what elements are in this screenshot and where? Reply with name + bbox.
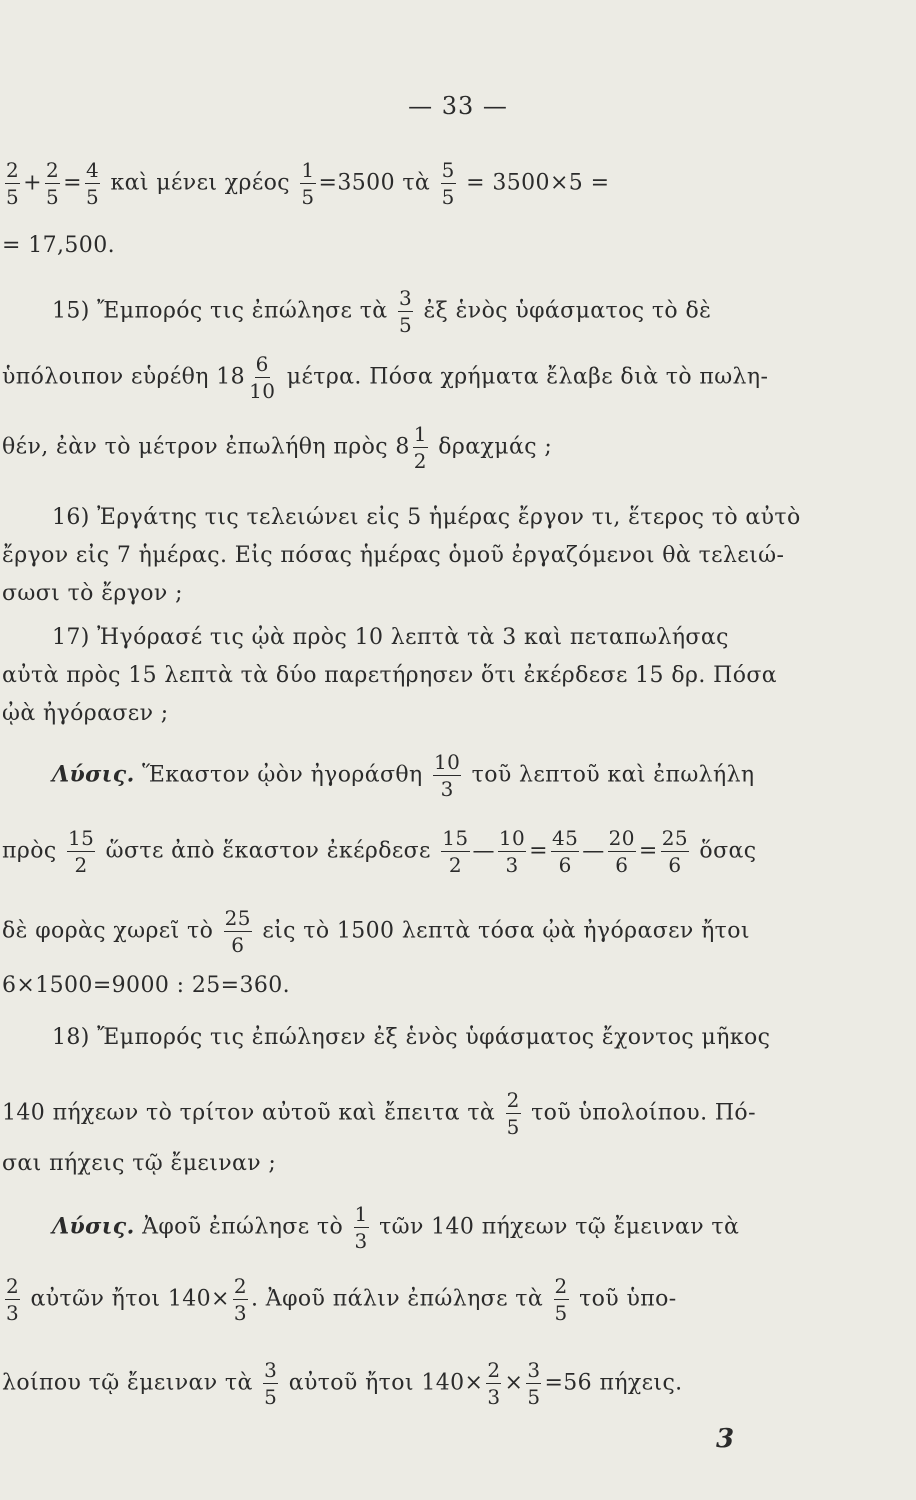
fraction: $\frac{2}{5}$	[45, 158, 60, 209]
solution-label: Λύσις.	[52, 1213, 135, 1240]
signature-mark: 3	[716, 1424, 735, 1454]
fraction: $\frac{2}{3}$	[6, 1274, 20, 1325]
solution-label: Λύσις.	[52, 761, 135, 788]
text-line-4: ὑπόλοιπον εὑρέθη 18 $\frac{6}{10}$ μέτρα. Πόσα χρήματα ἔλαβε διὰ τὸ πωλη-	[2, 352, 769, 403]
text-line-2: = 17,500.	[2, 233, 115, 258]
fraction: $\frac{4}{5}$	[85, 158, 100, 209]
text-line-12: Λύσις. Ἕκαστον ᾠὸν ἠγοράσθη $\frac{10}{3}$ τοῦ λεπτοῦ καὶ ἐπωλήλη	[52, 750, 755, 801]
fraction: $\frac{15}{2}$	[67, 826, 95, 877]
fraction: $\frac{2}{5}$	[506, 1088, 520, 1139]
fraction: $\frac{25}{6}$	[224, 906, 251, 957]
fraction: $\frac{25}{6}$	[661, 826, 689, 877]
fraction: $\frac{5}{5}$	[441, 158, 455, 209]
page-number: — 33 —	[408, 92, 508, 120]
fraction: $\frac{20}{6}$	[608, 826, 635, 877]
fraction: $\frac{6}{10}$	[249, 352, 276, 403]
fraction: $\frac{2}{3}$	[487, 1358, 501, 1409]
text-line-9: 17) Ἠγόρασέ τις ᾠὰ πρὸς 10 λεπτὰ τὰ 3 καὶ πεταπωλήσας	[52, 625, 729, 650]
text-line-19: Λύσις. Ἀφοῦ ἐπώλησε τὸ $\frac{1}{3}$ τῶν 140 πήχεων τῷ ἔμειναν τὰ	[52, 1202, 740, 1253]
text-line-20: $\frac{2}{3}$ αὐτῶν ἤτοι 140× $\frac{2}{3}$ . Ἀφοῦ πάλιν ἐπώλησε τὰ $\frac{2}{5}$ τοῦ ὑπο-	[6, 1274, 677, 1325]
text-line-13: πρὸς $\frac{15}{2}$ ὥστε ἀπὸ ἕκαστον ἐκέρδεσε $\frac{15}{2}$ — $\frac{10}{3}$ = $\frac{45}{6}$ — $\frac{20}{6}$ = $\frac{25}{6}$ ὅσας	[2, 826, 757, 877]
fraction: $\frac{2}{3}$	[233, 1274, 248, 1325]
text-line-16: 18) Ἔμπορός τις ἐπώλησεν ἐξ ἑνὸς ὑφάσματος ἔχοντος μῆκος	[52, 1025, 771, 1050]
text-line-5: θέν, ἐὰν τὸ μέτρον ἐπωλήθη πρὸς 8 $\frac{1}{2}$ δραχμάς ;	[2, 422, 553, 473]
fraction: $\frac{1}{2}$	[413, 422, 427, 473]
text-line-18: σαι πήχεις τῷ ἔμειναν ;	[2, 1151, 277, 1176]
text-line-8: σωσι τὸ ἔργον ;	[2, 581, 183, 606]
text-line-21: λοίπου τῷ ἔμειναν τὰ $\frac{3}{5}$ αὐτοῦ ἤτοι 140× $\frac{2}{3}$ × $\frac{3}{5}$ =56 πήχεις.	[2, 1358, 683, 1409]
text-line-17: 140 πήχεων τὸ τρίτον αὐτοῦ καὶ ἔπειτα τὰ $\frac{2}{5}$ τοῦ ὑπολοίπου. Πό-	[2, 1088, 756, 1139]
fraction: $\frac{3}{5}$	[264, 1358, 278, 1409]
fraction: $\frac{2}{5}$	[554, 1274, 568, 1325]
fraction: $\frac{15}{2}$	[442, 826, 469, 877]
fraction: $\frac{10}{3}$	[498, 826, 526, 877]
text-line-1: $\frac{2}{5}$ + $\frac{2}{5}$ = $\frac{4}{5}$ καὶ μένει χρέος $\frac{1}{5}$ =3500 τὰ $\frac{5}{5}$ = 3500×5 =	[6, 158, 610, 209]
fraction: $\frac{2}{5}$	[6, 158, 20, 209]
text-line-6: 16) Ἐργάτης τις τελειώνει εἰς 5 ἡμέρας ἔργον τι, ἕτερος τὸ αὐτὸ	[52, 505, 801, 530]
text-line-15: 6×1500=9000 : 25=360.	[2, 973, 291, 998]
text-line-7: ἔργον εἰς 7 ἡμέρας. Εἰς πόσας ἡμέρας ὁμοῦ ἐργαζόμενοι θὰ τελειώ-	[2, 543, 785, 568]
fraction: $\frac{3}{5}$	[398, 286, 413, 337]
fraction: $\frac{45}{6}$	[552, 826, 579, 877]
fraction: $\frac{1}{5}$	[301, 158, 315, 209]
text-line-11: ᾠὰ ἠγόρασεν ;	[2, 701, 169, 726]
fraction: $\frac{3}{5}$	[527, 1358, 541, 1409]
text-line-10: αὐτὰ πρὸς 15 λεπτὰ τὰ δύο παρετήρησεν ὅτι ἐκέρδεσε 15 δρ. Πόσα	[2, 663, 778, 688]
fraction: $\frac{1}{3}$	[354, 1202, 368, 1253]
text-line-3: 15) Ἔμπορός τις ἐπώλησε τὰ $\frac{3}{5}$ ἐξ ἑνὸς ὑφάσματος τὸ δὲ	[52, 286, 712, 337]
fraction: $\frac{10}{3}$	[434, 750, 461, 801]
text-line-14: δὲ φορὰς χωρεῖ τὸ $\frac{25}{6}$ εἰς τὸ 1500 λεπτὰ τόσα ᾠὰ ἠγόρασεν ἤτοι	[2, 906, 750, 957]
